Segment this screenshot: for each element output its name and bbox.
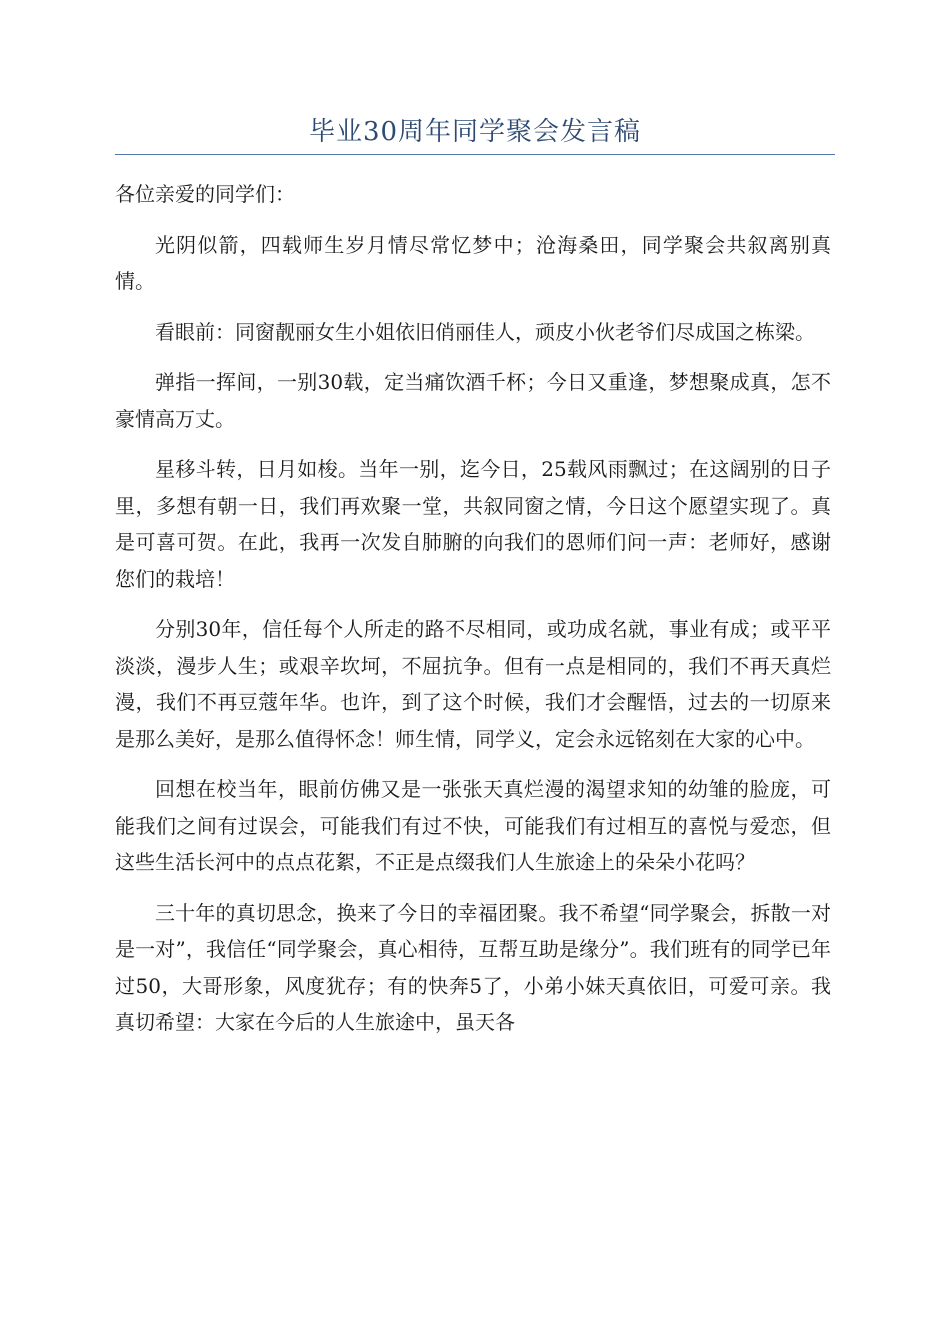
document-body: [115, 176, 831, 1055]
paragraph: 星移斗转，日月如梭。当年一别，迄今日，25载风雨飘过；在这阔别的日子里，多想有朝一日，我们再欢聚一堂，共叙同窗之情，今日这个愿望实现了。真是可喜可贺。在此，我再一次发自肺腑的向我们的恩师们问一声：老师好，感谢您们的栽培！: [115, 457, 831, 591]
paragraph: 弹指一挥间，一别30载，定当痛饮酒千杯；今日又重逢，梦想聚成真，怎不豪情高万丈。: [115, 370, 831, 431]
paragraph: 光阴似箭，四载师生岁月情尽常忆梦中；沧海桑田，同学聚会共叙离别真情。: [115, 232, 831, 293]
document-title: 毕业30周年同学聚会发言稿: [308, 117, 642, 147]
paragraph: 三十年的真切思念，换来了今日的幸福团聚。我不希望“同学聚会，拆散一对是一对”，我信任“同学聚会，真心相待，互帮互助是缘分”。我们班有的同学已年过50，大哥形象，风度犹存；有的快奔5了，小弟小妹天真依旧，可爱可亲。我真切希望：大家在今后的人生旅途中，虽天各: [115, 900, 831, 1034]
paragraph: 回想在校当年，眼前仿佛又是一张张天真烂漫的渴望求知的幼雏的脸庞，可能我们之间有过误会，可能我们有过不快，可能我们有过相互的喜悦与爱恋，但这些生活长河中的点点花絮，不正是点缀我们人生旅途上的朵朵小花吗？: [115, 777, 831, 874]
salutation: 各位亲爱的同学们：: [115, 182, 295, 206]
title-underline: [115, 154, 835, 155]
paragraph: 分别30年，信任每个人所走的路不尽相同，或功成名就，事业有成；或平平淡淡，漫步人生；或艰辛坎坷，不屈抗争。但有一点是相同的，我们不再天真烂漫，我们不再豆蔻年华。也许，到了这个时候，我们才会醒悟，过去的一切原来是那么美好，是那么值得怀念！师生情，同学义，定会永远铭刻在大家的心中。: [115, 617, 831, 751]
paragraph: 看眼前：同窗靓丽女生小姐依旧俏丽佳人，顽皮小伙老爷们尽成国之栋梁。: [155, 319, 815, 344]
